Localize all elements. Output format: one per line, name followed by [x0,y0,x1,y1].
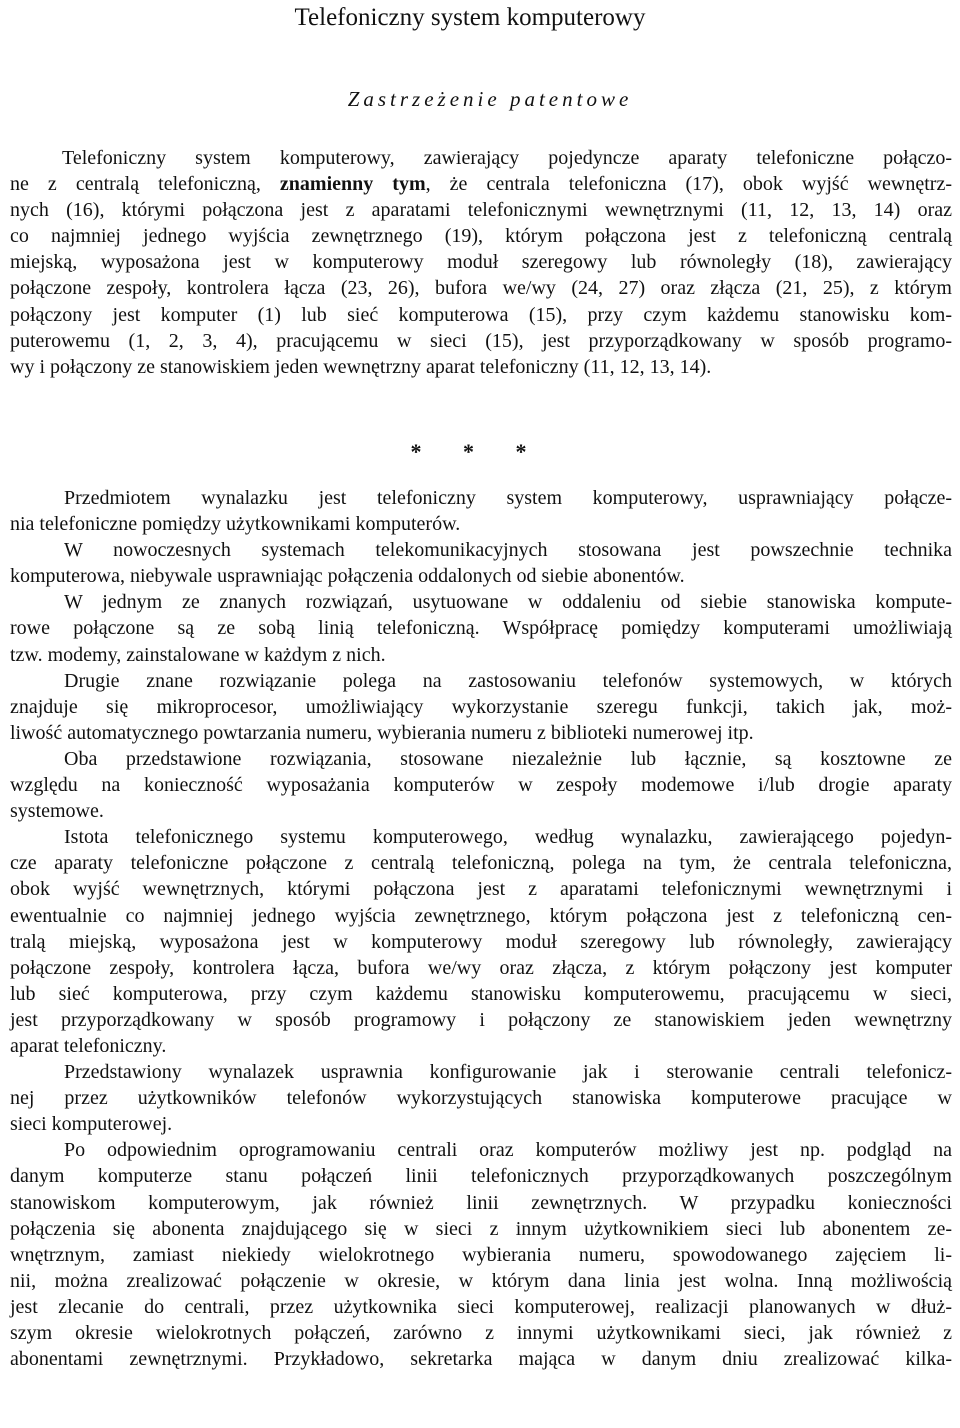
claim-line: puterowemu (1, 2, 3, 4), pracującemu w sieci (15), jest przyporządkowany w sposób programo- [10,329,952,352]
text-line: cze aparaty telefoniczne połączone z centralą telefoniczną, polega na tym, że centrala telefoniczna, [10,852,952,875]
text-line: stanowiskom komputerowym, jak również linii zewnętrznych. W przypadku konieczności [10,1191,952,1214]
claim-line: połączone zespoły, kontrolera łącza (23, 26), bufora we/wy (24, 27) oraz złącza (21, 25), z którym [10,277,952,300]
text-line: danym komputerze stanu połączeń linii telefonicznych przyporządkowanych poszczególnym [10,1165,952,1188]
text-line: Drugie znane rozwiązanie polega na zastosowaniu telefonów systemowych, w których [64,669,952,692]
text-line: tzw. modemy, zainstalowane w każdym z nich. [10,643,386,666]
text-line: liwość automatycznego powtarzania numeru, wybierania numeru z biblioteki numerowej itp. [10,721,754,744]
text-line: lub sieć komputerowa, przy czym każdemu stanowisku komputerowemu, pracującemu w sieci, [10,982,952,1005]
claims-heading: Zastrzeżenie patentowe [347,87,633,111]
text-line: połączone zespoły, kontrolera łącza, bufora we/wy oraz złącza, z którym połączony jest komputer [10,956,952,979]
claim-line: Telefoniczny system komputerowy, zawierający pojedyncze aparaty telefoniczne połączo- [62,147,952,169]
text-line: komputerowa, niebywale usprawniając połączenia oddalonych od siebie abonentów. [10,565,685,588]
text-line: szym okresie wielokrotnych połączeń, zarówno z innymi użytkownikami sieci, jak również z [10,1322,952,1344]
text-line: W jednym ze znanych rozwiązań, usytuowane w oddaleniu od siebie stanowiska kompute- [64,591,952,614]
text-line: względu na konieczność wyposażania komputerów w zespoły modemowe i/lub drogie aparaty [10,774,952,797]
text-line: Przedstawiony wynalazek usprawnia konfigurowanie jak i sterowanie centrali telefonicz- [64,1061,952,1084]
text-line: nej przez użytkowników telefonów wykorzystujących stanowiska komputerowe pracujące w [10,1087,952,1110]
text-line: aparat telefoniczny. [10,1034,167,1057]
document-title: Telefoniczny system komputerowy [294,4,646,31]
claim-line: nych (16), którymi połączona jest z aparatami telefonicznymi wewnętrznymi (11, 12, 13, 14) oraz [10,199,952,222]
claim-line-part: , że centrala telefoniczna (17), obok wyjść wewnętrz- [425,173,952,196]
patent-claim [10,145,952,380]
text-line: abonentami zewnętrznymi. Przykładowo, sekretarka mająca w danym dniu zrealizować kilka- [10,1348,952,1371]
paragraph [10,485,952,537]
paragraph [10,746,952,824]
text-line: połączenia się abonenta znajdującego się w sieci z innym użytkownikiem sieci lub abonentem ze- [10,1217,952,1240]
text-line: Przedmiotem wynalazku jest telefoniczny system komputerowy, usprawniający połącze- [64,487,952,509]
paragraph [10,668,952,746]
text-line: wnętrznym, zamiast niekiedy wielokrotnego wybierania numeru, spowodowanego zajęciem li- [10,1243,952,1266]
claim-line: połączony jest komputer (1) lub sieć komputerowa (15), przy czym każdemu stanowisku kom- [10,303,952,326]
paragraph [10,1059,952,1137]
claim-line [10,171,952,197]
text-line: jest zlecanie do centrali, przez użytkownika sieci komputerowej, realizacji planowanych w dłuż- [10,1295,952,1318]
text-line: znajduje się mikroprocesor, umożliwiający wykorzystanie szeregu funkcji, takich jak, moż- [10,695,952,718]
description-body [10,485,952,1372]
text-line: tralą miejską, wyposażona jest w komputerowy moduł szeregowy lub równoległy, zawierający [10,930,952,953]
text-line: jest przyporządkowany w sposób programowy i połączony ze stanowiskiem jeden wewnętrzny [10,1008,952,1031]
paragraph [10,1137,952,1372]
paragraph [10,537,952,589]
text-line: nia telefoniczne pomiędzy użytkownikami komputerów. [10,513,461,536]
paragraph [10,589,952,667]
text-line: Po odpowiednim oprogramowaniu centrali oraz komputerów możliwy jest np. podgląd na [64,1139,952,1162]
text-line: systemowe. [10,800,104,823]
claim-line: wy i połączony ze stanowiskiem jeden wewnętrzny aparat telefoniczny (11, 12, 13, 14). [10,355,712,378]
text-line: rowe połączone są ze sobą linią telefoniczną. Współpracę pomiędzy komputerami umożliwiają [10,617,952,640]
text-line: sieci komputerowej. [10,1113,173,1136]
text-line: nii, można zrealizować połączenie w okresie, w którym dana linia jest wolna. Inną możliwością [10,1269,952,1292]
text-line: W nowoczesnych systemach telekomunikacyjnych stosowana jest powszechnie technika [64,539,952,562]
text-line: Oba przedstawione rozwiązania, stosowane niezależnie lub łącznie, są kosztowne ze [64,747,952,770]
claim-line: miejską, wyposażona jest w komputerowy moduł szeregowy lub równoległy (18), zawierający [10,251,952,274]
text-line: ewentualnie co najmniej jednego wyjścia zewnętrznego, którym połączona jest z telefoniczną cen- [10,904,952,927]
text-line: obok wyjść wewnętrznych, którymi połączona jest z aparatami telefonicznymi wewnętrznymi i [10,878,952,901]
claim-line: co najmniej jednego wyjścia zewnętrznego (19), którym połączona jest z telefoniczną centralą [10,225,952,248]
claim-emphasis: znamienny tym [279,173,426,196]
claim-paragraph [10,145,952,380]
claim-line-part: ne z centralą telefoniczną, [10,173,280,196]
text-line: Istota telefonicznego systemu komputerowego, według wynalazku, zawierającego pojedyn- [64,826,952,849]
paragraph [10,824,952,1059]
section-separator: * * * [410,439,545,464]
